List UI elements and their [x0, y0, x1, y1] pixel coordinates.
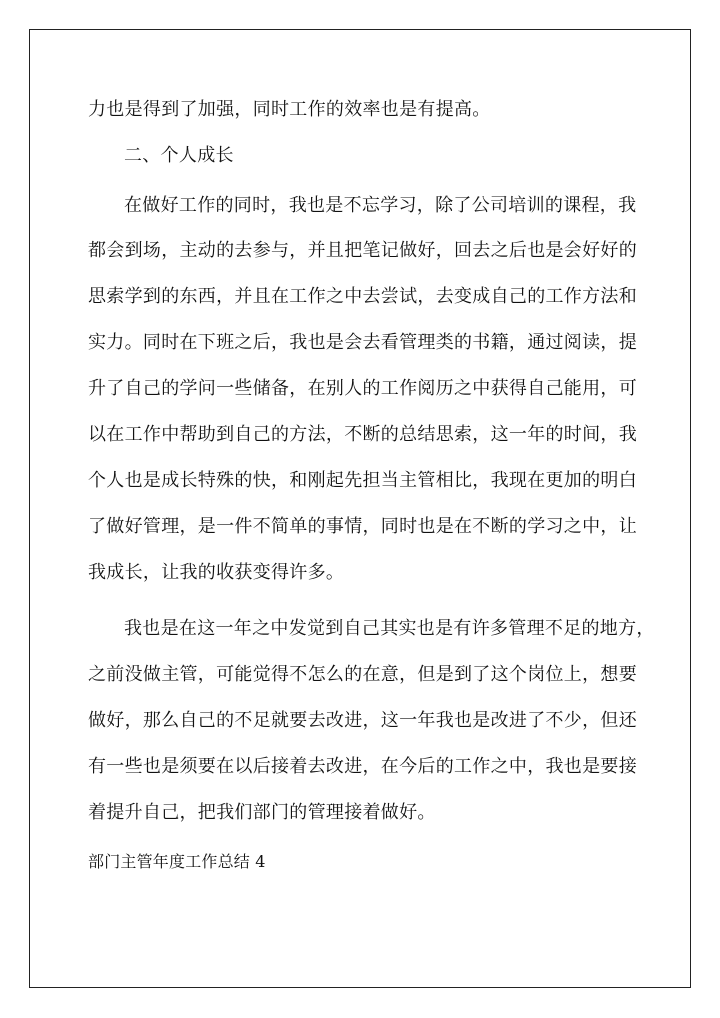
page-border — [29, 29, 691, 988]
paragraph-line: 个人也是成长特殊的快，和刚起先担当主管相比，我现在更加的明白 — [88, 470, 637, 491]
paragraph-line: 实力。同时在下班之后，我也是会去看管理类的书籍，通过阅读，提 — [88, 332, 637, 353]
paragraph-line: 做好，那么自己的不足就要去改进，这一年我也是改进了不少，但还 — [88, 710, 637, 731]
document-title: 部门主管年度工作总结 4 — [88, 852, 266, 871]
paragraph-line: 我成长，让我的收获变得许多。 — [88, 562, 345, 583]
paragraph-line: 以在工作中帮助到自己的方法，不断的总结思索，这一年的时间，我 — [88, 424, 637, 445]
paragraph-line: 升了自己的学问一些储备，在别人的工作阅历之中获得自己能用，可 — [88, 378, 637, 399]
section-heading: 二、个人成长 — [124, 145, 234, 166]
paragraph-line: 了做好管理，是一件不简单的事情，同时也是在不断的学习之中，让 — [88, 516, 637, 537]
paragraph-line: 着提升自己，把我们部门的管理接着做好。 — [88, 802, 436, 823]
paragraph-line: 之前没做主管，可能觉得不怎么的在意，但是到了这个岗位上，想要 — [88, 664, 637, 685]
paragraph-line: 我也是在这一年之中发觉到自己其实也是有许多管理不足的地方， — [124, 618, 655, 639]
paragraph-line: 力也是得到了加强，同时工作的效率也是有提高。 — [88, 99, 491, 120]
paragraph-line: 都会到场，主动的去参与，并且把笔记做好，回去之后也是会好好的 — [88, 240, 637, 261]
paragraph-line: 有一些也是须要在以后接着去改进，在今后的工作之中，我也是要接 — [88, 756, 637, 777]
paragraph-line: 在做好工作的同时，我也是不忘学习，除了公司培训的课程，我 — [124, 195, 637, 216]
paragraph-line: 思索学到的东西，并且在工作之中去尝试，去变成自己的工作方法和 — [88, 286, 637, 307]
